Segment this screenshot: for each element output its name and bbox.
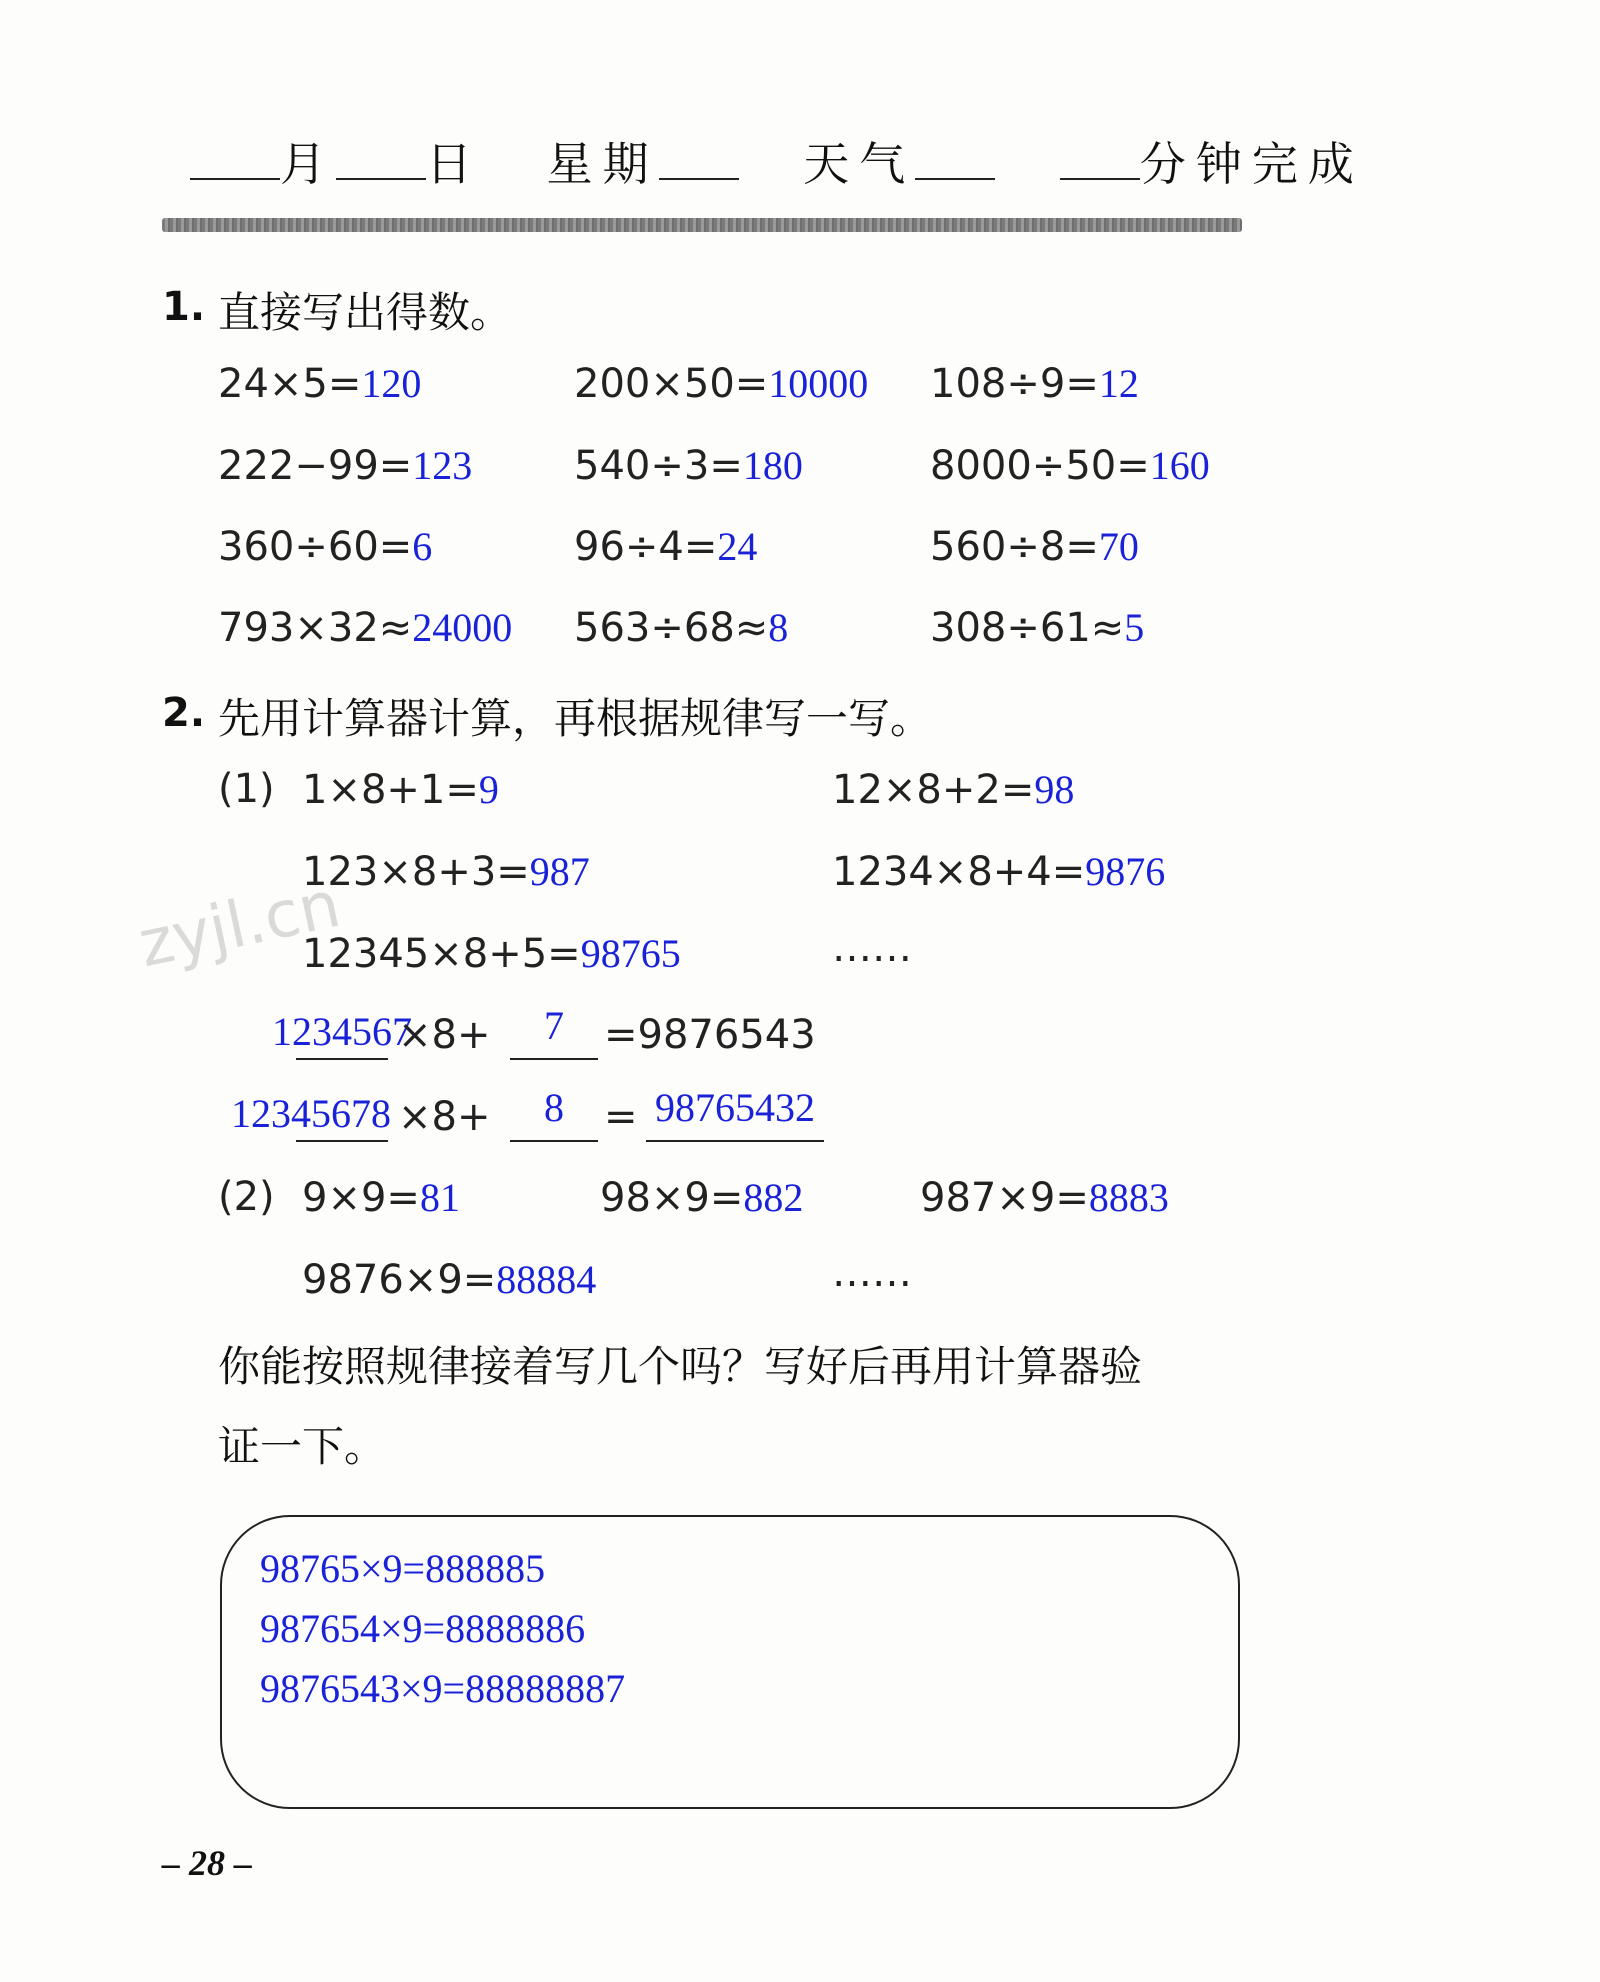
expression: 24×5= [218, 361, 362, 407]
q2-item [302, 766, 499, 813]
weekday-label: 星期 [546, 137, 659, 191]
q2-item [832, 848, 1165, 895]
q1-item [574, 442, 803, 489]
expression: 12345×8+5= [302, 931, 581, 977]
expression: 360÷60= [218, 524, 413, 570]
answer-box[interactable] [220, 1515, 1240, 1809]
expression: 96÷4= [574, 524, 718, 570]
fill2-answer-a: 12345678 [231, 1091, 391, 1136]
answer[interactable]: 8 [768, 605, 789, 650]
q2-item [302, 1256, 596, 1303]
answer[interactable]: 70 [1098, 524, 1139, 569]
expression: 12×8+2= [832, 767, 1035, 813]
day-label: 日 [426, 137, 482, 191]
fill1-operator: ×8+ [398, 1012, 491, 1058]
q1-item [574, 604, 788, 651]
answer[interactable]: 123 [412, 443, 473, 488]
q2-number: 2. [162, 690, 206, 736]
fill1-tail: =9876543 [604, 1012, 816, 1058]
box-line: 987654×9=8888886 [260, 1606, 586, 1651]
fill2-answer-c: 98765432 [655, 1085, 815, 1130]
answer[interactable]: 88884 [496, 1257, 597, 1302]
fill2-operator: ×8+ [398, 1094, 491, 1140]
q2-item [302, 930, 681, 977]
q1-item [218, 523, 432, 570]
expression: 123×8+3= [302, 849, 530, 895]
prompt-line-1: 你能按照规律接着写几个吗？写好后再用计算器验 [218, 1342, 1143, 1391]
answer[interactable]: 9876 [1085, 849, 1166, 894]
fill2-blank-a[interactable] [296, 1140, 388, 1142]
expression: 9876×9= [302, 1257, 497, 1303]
answer[interactable]: 98 [1034, 767, 1075, 812]
month-blank[interactable] [190, 138, 280, 180]
q1-item [930, 604, 1144, 651]
q1-title: 直接写出得数。 [218, 288, 513, 337]
fill2-blank-c[interactable] [646, 1140, 824, 1142]
q2-item [302, 1174, 460, 1221]
answer[interactable]: 882 [743, 1175, 804, 1220]
fill1-blank-b[interactable] [510, 1058, 598, 1060]
answer[interactable]: 160 [1149, 443, 1210, 488]
expression: 540÷3= [574, 443, 743, 489]
expression: 200×50= [574, 361, 769, 407]
header-divider [162, 218, 1242, 232]
answer[interactable]: 98765 [580, 931, 681, 976]
weather-blank[interactable] [915, 138, 995, 180]
q1-number: 1. [162, 284, 206, 330]
ellipsis: …… [832, 1250, 912, 1296]
q1-item [930, 523, 1139, 570]
header-line [190, 128, 1364, 194]
part1-label: (1) [218, 766, 275, 812]
watermark: zyjl.cn [132, 867, 347, 983]
expression: 108÷9= [930, 361, 1099, 407]
answer[interactable]: 5 [1124, 605, 1145, 650]
answer[interactable]: 81 [419, 1175, 460, 1220]
expression: 98×9= [600, 1175, 744, 1221]
q1-item [930, 360, 1139, 407]
answer[interactable]: 6 [412, 524, 433, 569]
answer[interactable]: 8883 [1088, 1175, 1169, 1220]
month-label: 月 [280, 137, 336, 191]
fill2-equals: = [604, 1094, 638, 1140]
q1-item [218, 360, 421, 407]
answer[interactable]: 10000 [768, 361, 869, 406]
q2-title: 先用计算器计算，再根据规律写一写。 [218, 694, 933, 743]
answer[interactable]: 180 [742, 443, 803, 488]
answer[interactable]: 24000 [412, 605, 513, 650]
weekday-blank[interactable] [659, 138, 739, 180]
q1-item [930, 442, 1210, 489]
answer[interactable]: 24 [717, 524, 758, 569]
expression: 1234×8+4= [832, 849, 1086, 895]
expression: 987×9= [920, 1175, 1089, 1221]
fill1-answer-a: 1234567 [272, 1009, 412, 1054]
q2-item [302, 848, 590, 895]
expression: 9×9= [302, 1175, 420, 1221]
answer[interactable]: 9 [478, 767, 499, 812]
minutes-blank[interactable] [1060, 138, 1140, 180]
fill1-blank-a[interactable] [296, 1058, 388, 1060]
box-line: 98765×9=888885 [260, 1546, 546, 1591]
page-number: – 28 – [162, 1843, 252, 1883]
ellipsis: …… [832, 925, 912, 971]
fill1-answer-b: 7 [544, 1003, 564, 1048]
q2-item [600, 1174, 803, 1221]
part2-label: (2) [218, 1174, 275, 1220]
box-line: 9876543×9=88888887 [260, 1666, 626, 1711]
q1-item [574, 360, 868, 407]
q2-item [832, 766, 1074, 813]
prompt-line-2: 证一下。 [218, 1422, 387, 1471]
q1-item [218, 442, 472, 489]
q1-item [218, 604, 512, 651]
q1-item [574, 523, 757, 570]
expression: 308÷61≈ [930, 605, 1125, 651]
fill2-answer-b: 8 [544, 1085, 564, 1130]
answer[interactable]: 120 [361, 361, 422, 406]
answer[interactable]: 12 [1098, 361, 1139, 406]
weather-label: 天气 [803, 137, 916, 191]
expression: 222−99= [218, 443, 413, 489]
minutes-label: 分钟完成 [1139, 137, 1364, 191]
expression: 793×32≈ [218, 605, 413, 651]
expression: 1×8+1= [302, 767, 479, 813]
answer[interactable]: 987 [529, 849, 590, 894]
expression: 8000÷50= [930, 443, 1150, 489]
day-blank[interactable] [336, 138, 426, 180]
q2-item [920, 1174, 1169, 1221]
expression: 560÷8= [930, 524, 1099, 570]
expression: 563÷68≈ [574, 605, 769, 651]
fill2-blank-b[interactable] [510, 1140, 598, 1142]
